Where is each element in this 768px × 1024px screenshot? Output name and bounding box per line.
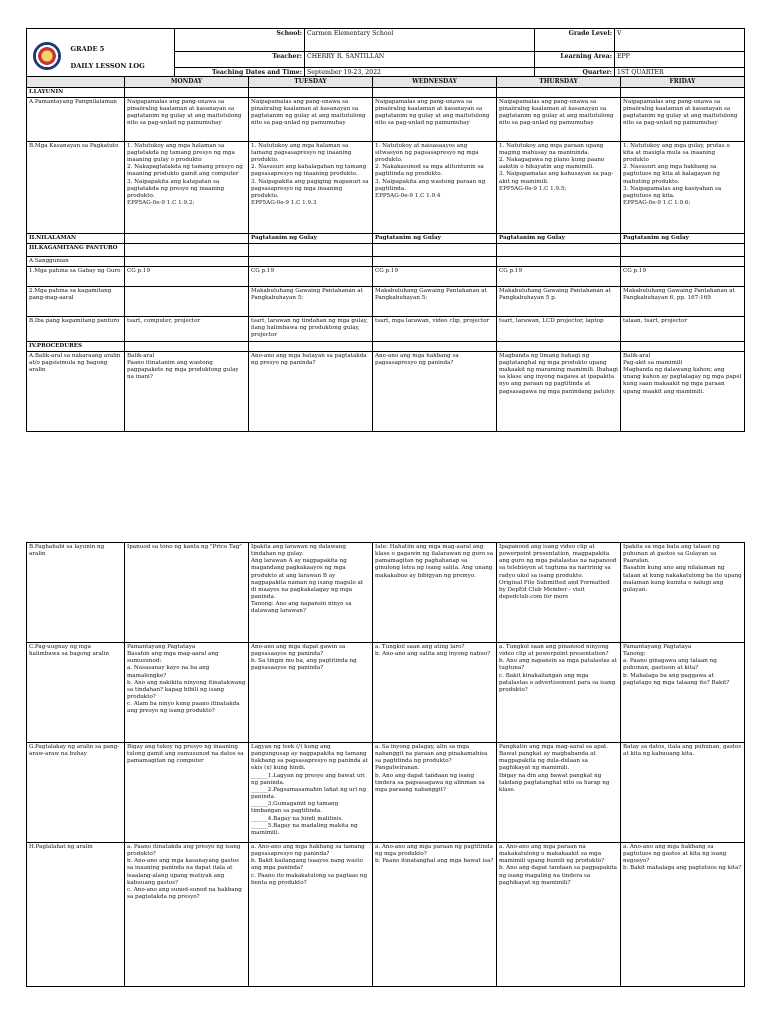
lesson-table-page-1 (26, 76, 745, 432)
table-row (27, 256, 745, 266)
row-label: 2.Mga pahina sa kagamitang pang-mag-aaral (27, 287, 125, 317)
day-cell-friday: 1. Natutukoy ang mga gulay, prutas o kita at masigla mula sa inaaning produkto 2. Nasusuri ang mga hakbang sa pagtutuos ng kita at kalagayan ng mabuting produkto. 3. Naipapamalas ang kasiyahan sa pagtutuos ng kita. EPP5AG-0e-9 1.C 1.9.6; (621, 141, 745, 233)
day-cell-monday (125, 341, 249, 351)
day-monday: MONDAY (125, 77, 249, 88)
day-cell-tuesday: Ano-ano ang mga dapat gawin sa pagsasaayos ng paninda? b. Sa tingin mo ba, ang pagtitinda ng pagsasaayos ng paninda? (249, 643, 373, 743)
dates-label: Teaching Dates and Time: (175, 67, 305, 83)
table-row (27, 287, 745, 317)
table-row (27, 743, 745, 843)
day-cell-thursday: a. Tungkol saan ang pinanood ninyong video clip at powerpoint presentation? b. Ano ang napansin sa mga patalastas at tugtuna? c. Bakit kinakailangan ang mga patalastas o advertisement para sa isang produkto? (497, 643, 621, 743)
table-row (27, 97, 745, 141)
day-cell-friday: Batay sa datos, itala ang puhunan, gastos at kita ng kabuuang kita. (621, 743, 745, 843)
row-label: I.LAYUNIN (27, 87, 125, 97)
learning-area-value: EPP (615, 52, 745, 68)
day-cell-wednesday: 1. Natutukoy at naisasaayos ang sitwasyon ng pagsasapresyo ng mga produkto. 2. Nakakasunod sa mga alituntunin sa pagtitinda ng produkto. 3. Naipapakita ang wastong paraan ng pagtitinda. EPP5AG-0e-9 1.C 1.9.4 (373, 141, 497, 233)
learning-area-label: Learning Area: (535, 52, 615, 68)
table-row (27, 341, 745, 351)
grade-level-value: V (615, 29, 745, 52)
day-cell-wednesday: Makabuluhang Gawaing Pantahanan at Pangkabuhayan 5; (373, 287, 497, 317)
day-cell-thursday (497, 256, 621, 266)
day-cell-monday (125, 87, 249, 97)
corner-cell (27, 77, 125, 88)
day-cell-monday (125, 233, 249, 243)
day-cell-tuesday: tsart, larawan ng tindahan ng mga gulay, ilang halimbawa ng produktong gulay, projector (249, 317, 373, 341)
quarter-label: Quarter: (535, 67, 615, 83)
day-cell-wednesday (373, 256, 497, 266)
day-cell-tuesday (249, 243, 373, 256)
day-cell-tuesday: 1. Natutukoy ang mga halaman sa tamang pagsasapresyo ng inaaning produkto. 2. Nasusuri ang kahalagahan ng tamang pagsasapresyo ng inaaning produkto. 3. Naipapakita ang pagiging mapanuri sa pagsasapresyo ng mga inaaning produkto. EPP5AG-0e-9 1.C 1.9.3 (249, 141, 373, 233)
day-cell-wednesday: Iate: Hahatiin ang mga mag-aaral ang klase o gagawin ng ilalarawan ng guro sa pamamagitan ng paghahanap sa ginulong letra ng isang salita. Ang unang makakabuo ay bibigyan ng premyo. (373, 543, 497, 643)
table-row (27, 243, 745, 256)
day-cell-tuesday: Ipakita ang larawan ng dalawang tindahan ng gulay. Ang larawan A ay nagpapakita ng magandang pagkakaayos ng mga produkto at ang larawan B ay nagpapakita naman ng isang magulo at di maayos na pagkakalagay ng mga paninda. Tanong: Ano ang napansin ninyo sa dalawang larawan? (249, 543, 373, 643)
row-label: G.Pagtalakay ng aralin sa pang-araw-araw na buhay (27, 743, 125, 843)
day-cell-wednesday: Ano-ano ang mga hakbang sa pagsasapresyo ng paninda? (373, 351, 497, 431)
table-row (27, 141, 745, 233)
day-cell-wednesday: CG p.19 (373, 267, 497, 287)
day-cell-wednesday: a. Sa inyong palagay, alin sa mga nabanggit na paraan ang pinakamabisa sa pagtitinda ng produkto? Pangatwiranan. b. Ano ang dapat tandaan ng isang tindera sa pagsasagawa ng alinman sa mga paraang nabanggit? (373, 743, 497, 843)
school-label: School: (175, 29, 305, 52)
row-label: A.Balik-aral sa nakaraang aralin at/o pagsisimula ng bagong aralin (27, 351, 125, 431)
day-cell-friday: Ipakita sa mga bata ang talaan ng puhunan at gastos sa Gulayan sa Paaralan. Basahin kung ano ang nilalaman ng talaan at kung nakakatulong ba ito upang malaman kung kumita o nalugi ang gulayan. (621, 543, 745, 643)
row-label: II.NILALAMAN (27, 233, 125, 243)
row-label: B.Iba pang kagamitang panturo (27, 317, 125, 341)
day-cell-thursday: a. Ano-ano ang mga paraan na makakatulong o makakaakit sa mga mamimili upang bumili ng produkto? b. Ano ang dapat tandaan sa pagpapakita ng isang magaling na tindera sa paghikayat ng mamimili? (497, 843, 621, 987)
day-cell-friday (621, 87, 745, 97)
day-cell-friday (621, 243, 745, 256)
day-cell-friday: Pamantayang Pagtataya Tanong: a. Paano ginagawa ang talaan ng puhunan, gastusin at kita? b. Mahalaga ba ang paggawa at pagtatago ng mga talaang ito? Bakit? (621, 643, 745, 743)
table-row (27, 843, 745, 987)
day-cell-thursday: Pangkatin ang mga mag-aaral sa apat. Bawat pangkat ay magbabanda at magpapakita ng dula-dulaan sa paghikayat ng mamimili. Ibigay na din ang bawat pangkat ng takdang pagtatanghal nito sa harap ng klase. (497, 743, 621, 843)
day-cell-thursday (497, 341, 621, 351)
day-cell-thursday (497, 243, 621, 256)
day-cell-monday: 1. Natutukoy ang mga halaman sa pagtatakda ng tamang presyo ng mga inaaning gulay o produkto 2. Nakapagtatakda ng tamang presyo ng inaaning produkto gamit ang computer 3. Naipapakita ang katapatan sa pagtatakda ng presyo ng inaaning produkto. EPP5AG-0e-9 1.C 1.9.2; (125, 141, 249, 233)
row-label: III.KAGAMITANG PANTURO (27, 243, 125, 256)
day-cell-thursday: 1. Natutukoy ang mga paraan upang maging mahusay na manininda. 2. Nakagagawa ng plano kung paano aakitin o hikayatin ang mamimili. 3. Naipapamalas ang kahusayan sa pag-akit ng mamimili. EPP5AG-0e-9 1.C 1.9.5; (497, 141, 621, 233)
school-value: Carmen Elementary School (305, 29, 535, 52)
day-cell-friday: a. Ano-ano ang mga hakbang sa pagtutuos ng gastos at kita ng isang negosyo? b. Bakit mahalaga ang pagtutuos ng kita? (621, 843, 745, 987)
day-cell-thursday (497, 87, 621, 97)
day-cell-monday (125, 256, 249, 266)
day-cell-wednesday: a. Ano-ano ang mga paraan ng pagtitinda ng mga produkto? b. Paano itinatanghal ang mga bawat isa? (373, 843, 497, 987)
day-header-row (27, 77, 745, 88)
day-cell-monday: Naipapamalas ang pang-unawa sa pinaiiralng kaalaman at kasanayan sa pagtatanim ng gulay at ang maitutulong nito sa pag-unlad ng pamumuhay (125, 97, 249, 141)
day-cell-wednesday (373, 341, 497, 351)
day-cell-thursday: Naipapamalas ang pang-unawa sa pinaiiralng kaalaman at kasanayan sa pagtatanim ng gulay at ang maitutulong nito sa pag-unlad ng pamumuhay (497, 97, 621, 141)
day-cell-tuesday: Makabuluhang Gawaing Pantahanan at Pangkabuhayan 5; (249, 287, 373, 317)
grade-level-label: Grade Level: (535, 29, 615, 52)
row-label: A.Sanggunian (27, 256, 125, 266)
day-cell-friday (621, 256, 745, 266)
table-row (27, 351, 745, 431)
quarter-value: 1ST QUARTER (615, 67, 745, 83)
teacher-value: CHERRY R. SANTILLAN (305, 52, 535, 68)
table-row (27, 643, 745, 743)
day-cell-monday: tsart, computer, projector (125, 317, 249, 341)
day-cell-monday: Bigay ang tukoy ng presyo ng inaaning tulong gamit ang sumusunod na datos sa pamamagitan ng computer (125, 743, 249, 843)
day-cell-tuesday (249, 341, 373, 351)
day-cell-monday: CG p.19 (125, 267, 249, 287)
day-tuesday: TUESDAY (249, 77, 373, 88)
day-cell-thursday: tsart, larawan, LCD projector, laptop (497, 317, 621, 341)
table-row (27, 317, 745, 341)
row-label: A.Pamantayang Pangnilalaman (27, 97, 125, 141)
day-cell-friday: Pagtatanim ng Gulay (621, 233, 745, 243)
day-cell-thursday: Ipapanood ang isang video clip at powerpoint presentation, magpapakita ang guro ng mga patalastas na napanood sa telebisyon at tugtuna na naririnig sa radyo ukol sa isang produkto. Original File Submitted and Formatted by DepEd Club Member - visit depedclub.com for more (497, 543, 621, 643)
day-cell-tuesday: Naipapamalas ang pang-unawa sa pinaiiralng kaalaman at kasanayan sa pagtatanim ng gulay at ang maitutulong nito sa pag-unlad ng pamumuhay (249, 97, 373, 141)
day-cell-friday: Balik-aral Pag-akit sa mamimili Magbanda ng dalawang kahon; ang unang kahon ay pagtalagay ng mga papel kung saan makaakit ng mga paraan upang maakit ang mamimili. (621, 351, 745, 431)
day-cell-monday: Pamantayang Pagtataya Basahin ang mga mag-aaral ang sumusunod: a. Nasasanay kayo na ba ang mamalengke? b. Ano ang nakikita ninyong itinatakwang sa tindahan? kapag bibili ng isang produkto? c. Alam ba ninyo kung paano itinatakda ang presyo ng isang produkto? (125, 643, 249, 743)
day-friday: FRIDAY (621, 77, 745, 88)
day-cell-thursday: Makabuluhang Gawaing Pantahanan at Pangkabuhayan 5 p. (497, 287, 621, 317)
day-cell-tuesday: a. Ano-ano ang mga hakbang sa tamang pagsasapresyo ng paninda? b. Bakit kailangang isaayos nang wasto ang mga paninda? c. Paano ito makakatulong sa pagtaas ng benta ng produkto? (249, 843, 373, 987)
day-cell-thursday: CG p.19 (497, 267, 621, 287)
lesson-table-page-2 (26, 542, 745, 987)
day-thursday: THURSDAY (497, 77, 621, 88)
row-label: C.Pag-uugnay ng mga halimbawa sa bagong aralin (27, 643, 125, 743)
dates-value: September 19-23, 2022 (305, 67, 535, 83)
day-cell-thursday: Magbanda ng limang bahagi ng pagtatanghal ng mga produkto upang makaakit ng maraming mamimili. Ibahagi sa klase ang inyong nagawa at ipapakita nyo ang paraan ng pagtitinda at pagsasagawa ng mga panindang patuloy. (497, 351, 621, 431)
teacher-label: Teacher: (175, 52, 305, 68)
row-label: B.Mga Kasanayan sa Pagkatuto (27, 141, 125, 233)
day-cell-tuesday: Lagyan ng tsek (/) kung ang pangungusap ay nagpapakita ng tamang hakbang sa pagsasapresyo ng paninda at ekis (x) kung hindi. ______1.Lagyan ng presyo ang bawat uri ng paninda. ______2.Pagsamasamahin lahat ng uri ng paninda. ______3.Gumagamit ng tamang timbangan sa pagtitinda. ______4.Bagay na hindi malilinis. ______5.Bagay na madaling makita ng mamimili. (249, 743, 373, 843)
day-cell-monday (125, 243, 249, 256)
row-label: IV.PROCEDURES (27, 341, 125, 351)
day-cell-friday: talaan, tsart, projector (621, 317, 745, 341)
day-cell-monday: Balik-aral Paano itinatanim ang wastong pagpapakete ng mga produktong gulay na inani? (125, 351, 249, 431)
day-cell-tuesday: Ano-ano ang mga batayan sa pagtatakda ng presyo ng paninda? (249, 351, 373, 431)
day-cell-thursday: Pagtatanim ng Gulay (497, 233, 621, 243)
day-cell-tuesday (249, 256, 373, 266)
day-cell-friday (621, 341, 745, 351)
row-label: 1.Mga pahina sa Gabay ng Guro (27, 267, 125, 287)
day-cell-friday: CG p.19 (621, 267, 745, 287)
table-row (27, 87, 745, 97)
table-row (27, 233, 745, 243)
day-cell-friday: Makabuluhang Gawaing Pantahanan at Pangkabuhayan 6, pp. 167-169 (621, 287, 745, 317)
day-cell-friday: Naipapamalas ang pang-unawa sa pinaiiralng kaalaman at kasanayan sa pagtatanim ng gulay at ang maitutulong nito sa pag-unlad ng pamumuhay (621, 97, 745, 141)
day-cell-monday (125, 287, 249, 317)
day-cell-wednesday (373, 243, 497, 256)
day-cell-wednesday: Naipapamalas ang pang-unawa sa pinaiiralng kaalaman at kasanayan sa pagtatanim ng gulay at ang maitutulong nito sa pag-unlad ng pamumuhay (373, 97, 497, 141)
day-cell-monday: a. Paano itinatakda ang presyo ng isang produkto? b. Ano-ano ang mga kasanayang gastos sa inaaning paninda na dapat itala at isaalang-alang upang matiyak ang kabuuang gastos? c. Ano-ano ang sunod-sunod na hakbang sa pagtatakda ng presyo? (125, 843, 249, 987)
day-cell-wednesday: tsart, mga larawan, video clip, projector (373, 317, 497, 341)
grade-label: GRADE 5 (70, 45, 105, 54)
day-cell-wednesday: Pagtatanim ng Gulay (373, 233, 497, 243)
log-label: DAILY LESSON LOG (70, 62, 145, 71)
table-row (27, 543, 745, 643)
day-cell-tuesday (249, 87, 373, 97)
row-label: B.Paghahabi sa layunin ng aralin (27, 543, 125, 643)
day-cell-wednesday (373, 87, 497, 97)
row-label: H.Paglalahat ng aralin (27, 843, 125, 987)
day-cell-wednesday: a. Tungkol saan ang ating laro? b. Ano-ano ang salita ang inyong nabuo? (373, 643, 497, 743)
day-cell-monday: Ipanuod sa tono ng kanta ng "Price Tag" (125, 543, 249, 643)
table-row (27, 267, 745, 287)
deped-seal-logo (33, 42, 61, 70)
day-wednesday: WEDNESDAY (373, 77, 497, 88)
day-cell-tuesday: CG p.19 (249, 267, 373, 287)
day-cell-tuesday: Pagtatanim ng Gulay (249, 233, 373, 243)
